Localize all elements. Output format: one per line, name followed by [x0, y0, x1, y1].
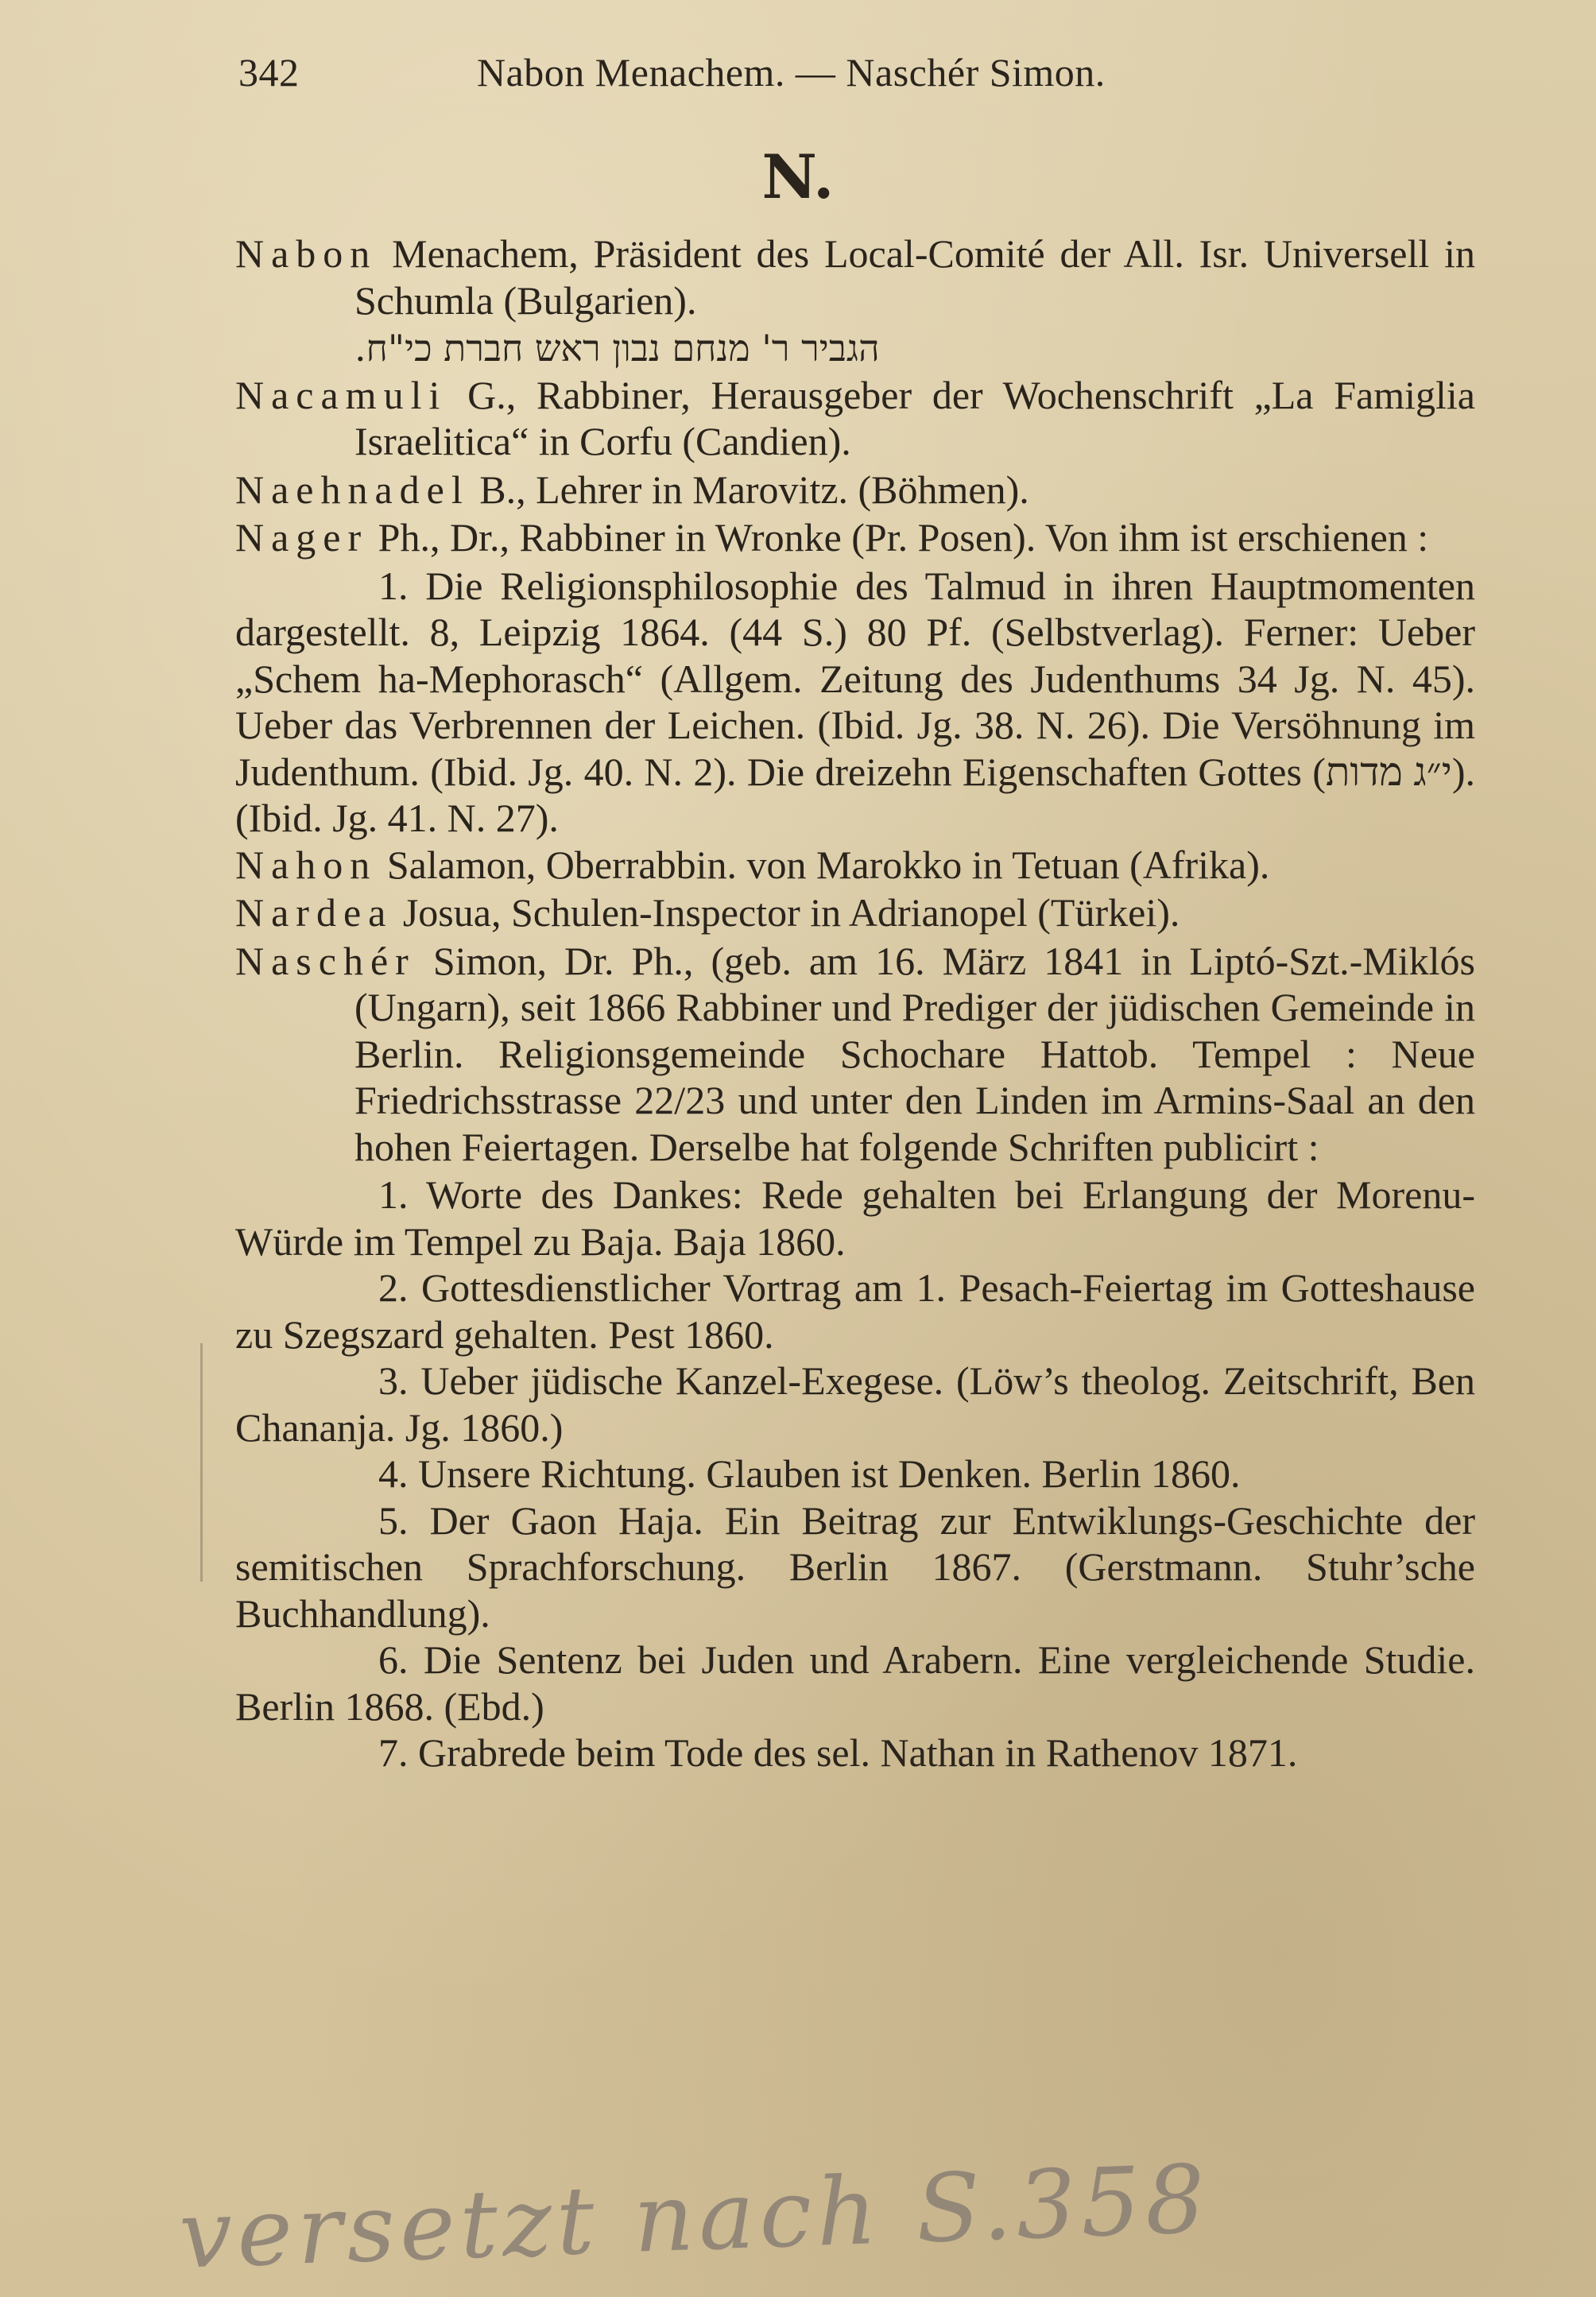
nascher-item-6: 6. Die Sentenz bei Juden und Arabern. Eine vergleichende Studie. Berlin 1868. (Ebd.)	[235, 1637, 1475, 1729]
handwritten-note: versetzt nach S.358	[176, 2144, 1212, 2290]
entry-nascher	[235, 938, 1475, 1171]
entry-text: B., Lehrer in Marovitz. (Böhmen).	[469, 467, 1029, 512]
margin-pencil-mark	[200, 1343, 203, 1582]
running-title: Nabon Menachem. — Naschér Simon.	[477, 50, 1106, 95]
entry-nardea	[235, 889, 1475, 936]
nascher-item-4: 4. Unsere Richtung. Glauben ist Denken. Berlin 1860.	[378, 1451, 1241, 1496]
entry-name: Naehnadel	[235, 467, 470, 512]
entry-name: Nahon	[235, 842, 378, 887]
entry-nager	[235, 514, 1475, 561]
entry-text: Menachem, Präsident des Local-Comité der All. Isr. Universell in Schumla (Bulgarien).	[354, 231, 1475, 323]
nascher-item-1: 1. Worte des Dankes: Rede gehalten bei Erlangung der Morenu-Würde im Tempel zu Baja. Baja 1860.	[235, 1172, 1475, 1264]
page-body	[235, 230, 1475, 1776]
entry-name: Nardea	[235, 890, 393, 935]
nascher-item-3: 3. Ueber jüdische Kanzel-Exegese. (Löw’s theolog. Zeitschrift, Ben Chananja. Jg. 1860.)	[235, 1358, 1475, 1450]
page-number: 342	[238, 50, 300, 95]
nascher-item-7: 7. Grabrede beim Tode des sel. Nathan in Rathenov 1871.	[378, 1730, 1298, 1775]
entry-nahon	[235, 842, 1475, 889]
entry-name: Nacamuli	[235, 372, 447, 417]
entry-name: Nabon	[235, 231, 378, 276]
hebrew-line: הגביר ר' מנחם נבון ראש חברת כי"ח.	[354, 327, 880, 370]
entry-name: Naschér	[235, 938, 416, 983]
section-letter: N.	[761, 141, 835, 212]
nager-item-1: 1. Die Religionsphilosophie des Talmud in ihren Hauptmomenten dargestellt. 8, Leipzig 1864. (44 S.) 80 Pf. (Selbstverlag). Ferner: Ueber „Schem ha-Mephorasch“ (Allgem. Zeitung des Judenthums 34 Jg. N. 45). Ueber das Verbrennen der Leichen. (Ibid. Jg. 38. N. 26). Die Versöhnung im Judenthum. (Ibid. Jg. 40. N. 2). Die dreizehn Eigenschaften Gottes (י״ג מדות). (Ibid. Jg. 41. N. 27).	[235, 563, 1475, 840]
nascher-item-5: 5. Der Gaon Haja. Ein Beitrag zur Entwiklungs-Geschichte der semitischen Sprachforschung. Berlin 1867. (Gerstmann. Stuhr’sche Buchhandlung).	[235, 1497, 1475, 1636]
entry-name: Nager	[235, 515, 369, 560]
entry-text: Ph., Dr., Rabbiner in Wronke (Pr. Posen). Von ihm ist erschienen :	[368, 515, 1429, 560]
entry-text: Josua, Schulen-Inspector in Adrianopel (Türkei).	[393, 890, 1180, 935]
entry-naehnadel	[235, 467, 1475, 513]
entry-nabon	[235, 230, 1475, 323]
entry-text: G., Rabbiner, Herausgeber der Wochenschrift „La Famiglia Israelitica“ in Corfu (Candien).	[354, 372, 1475, 463]
nascher-item-2: 2. Gottesdienstlicher Vortrag am 1. Pesach-Feiertag im Gotteshause zu Szegszard gehalten. Pest 1860.	[235, 1265, 1475, 1357]
entry-text: Simon, Dr. Ph., (geb. am 16. März 1841 in Liptó-Szt.-Miklós (Ungarn), seit 1866 Rabbiner und Prediger der jüdischen Gemeinde in Berlin. Religionsgemeinde Schochare Hattob. Tempel : Neue Friedrichsstrasse 22/23 und unter den Linden im Armins-Saal an den hohen Feiertagen. Derselbe hat folgende Schriften publicirt :	[354, 938, 1475, 1169]
entry-text: Salamon, Oberrabbin. von Marokko in Tetuan (Afrika).	[377, 842, 1270, 887]
entry-nacamuli	[235, 372, 1475, 465]
